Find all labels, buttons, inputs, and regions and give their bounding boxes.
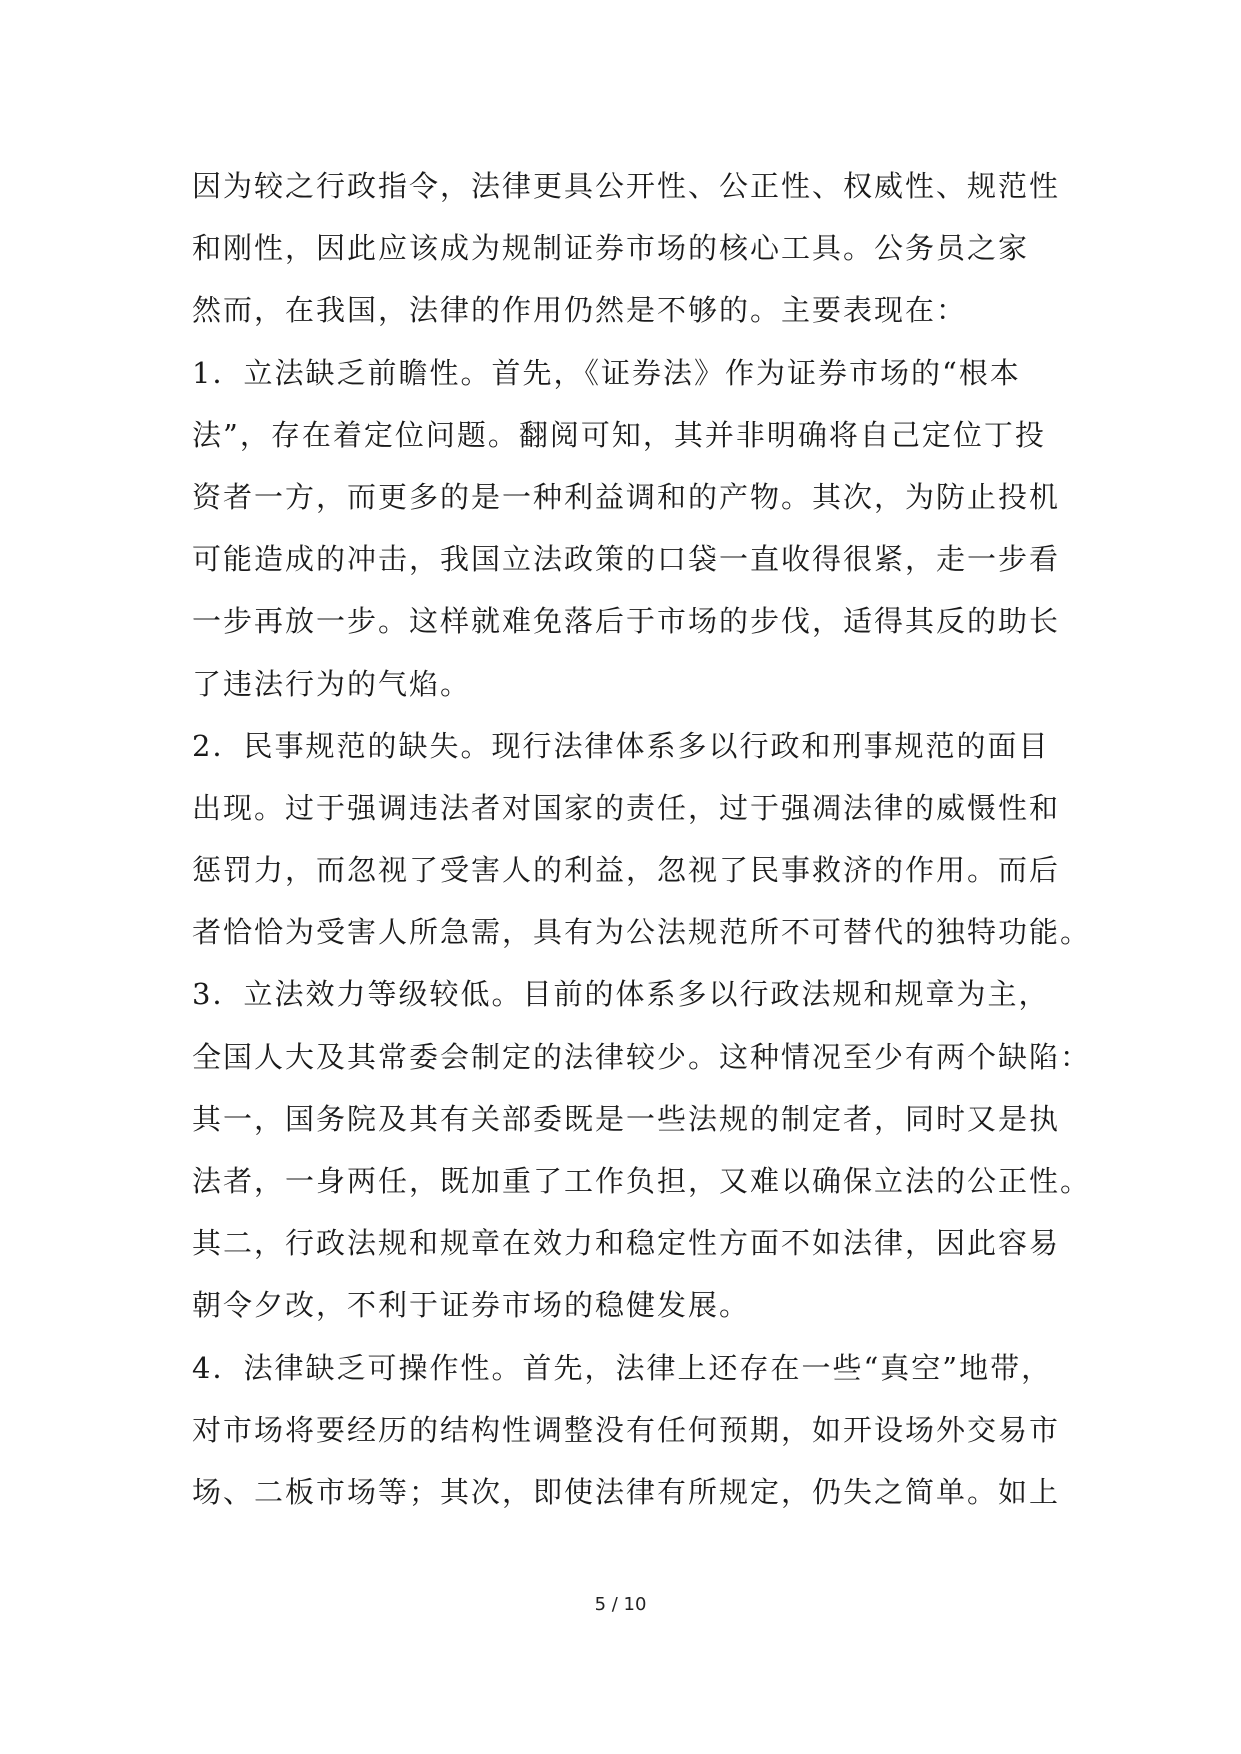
text-line: 因为较之行政指令，法律更具公开性、公正性、权威性、规范性 — [192, 169, 1061, 203]
text-line: 和刚性，因此应该成为规制证券市场的核心工具。公务员之家 — [192, 231, 1030, 266]
text-line: 法者，一身两任，既加重了工作负担，又难以确保立法的公正性。 — [192, 1164, 1092, 1198]
text-line: 全国人大及其常委会制定的法律较少。这种情况至少有两个缺陷： — [192, 1039, 1092, 1074]
text-line: 4．法律缺乏可操作性。首先，法律上还存在一些“真空”地带， — [192, 1350, 1053, 1385]
text-line: 1．立法缺乏前瞻性。首先，《证券法》作为证券市场的“根本 — [192, 355, 1021, 390]
text-line: 其一，国务院及其有关部委既是一些法规的制定者，同时又是执 — [192, 1101, 1061, 1136]
text-line: 资者一方，而更多的是一种利益调和的产物。其次，为防止投机 — [192, 479, 1061, 514]
text-line: 场、二板市场等；其次，即使法律有所规定，仍失之简单。如上 — [192, 1474, 1061, 1509]
text-line: 者恰恰为受害人所急需，具有为公法规范所不可替代的独特功能。 — [192, 915, 1092, 950]
text-line: 朝令夕改，不利于证券市场的稳健发展。 — [192, 1288, 751, 1323]
page-number: 5 / 10 — [594, 1594, 647, 1615]
text-line: 3．立法效力等级较低。目前的体系多以行政法规和规章为主， — [192, 977, 1050, 1012]
text-line: 对市场将要经历的结构性调整没有任何预期，如开设场外交易市 — [192, 1412, 1061, 1447]
text-line: 可能造成的冲击，我国立法政策的口袋一直收得很紧，走一步看 — [192, 542, 1061, 577]
text-line: 其二，行政法规和规章在效力和稳定性方面不如法律，因此容易 — [192, 1226, 1061, 1261]
body-text — [192, 155, 1092, 1523]
text-line: 然而，在我国，法律的作用仍然是不够的。主要表现在： — [192, 293, 968, 328]
text-line: 2．民事规范的缺失。现行法律体系多以行政和刑事规范的面目 — [192, 728, 1050, 763]
text-line: 一步再放一步。这样就难免落后于市场的步伐，适得其反的助长 — [192, 604, 1061, 639]
text-line: 出现。过于强调违法者对国家的责任，过于强凋法律的威慑性和 — [192, 790, 1061, 825]
text-line: 法”，存在着定位问题。翻阅可知，其并非明确将自己定位丁投 — [192, 417, 1046, 452]
text-line: 了违法行为的气焰。 — [192, 666, 472, 701]
text-line: 惩罚力，而忽视了受害人的利益，忽视了民事救济的作用。而后 — [192, 853, 1061, 888]
